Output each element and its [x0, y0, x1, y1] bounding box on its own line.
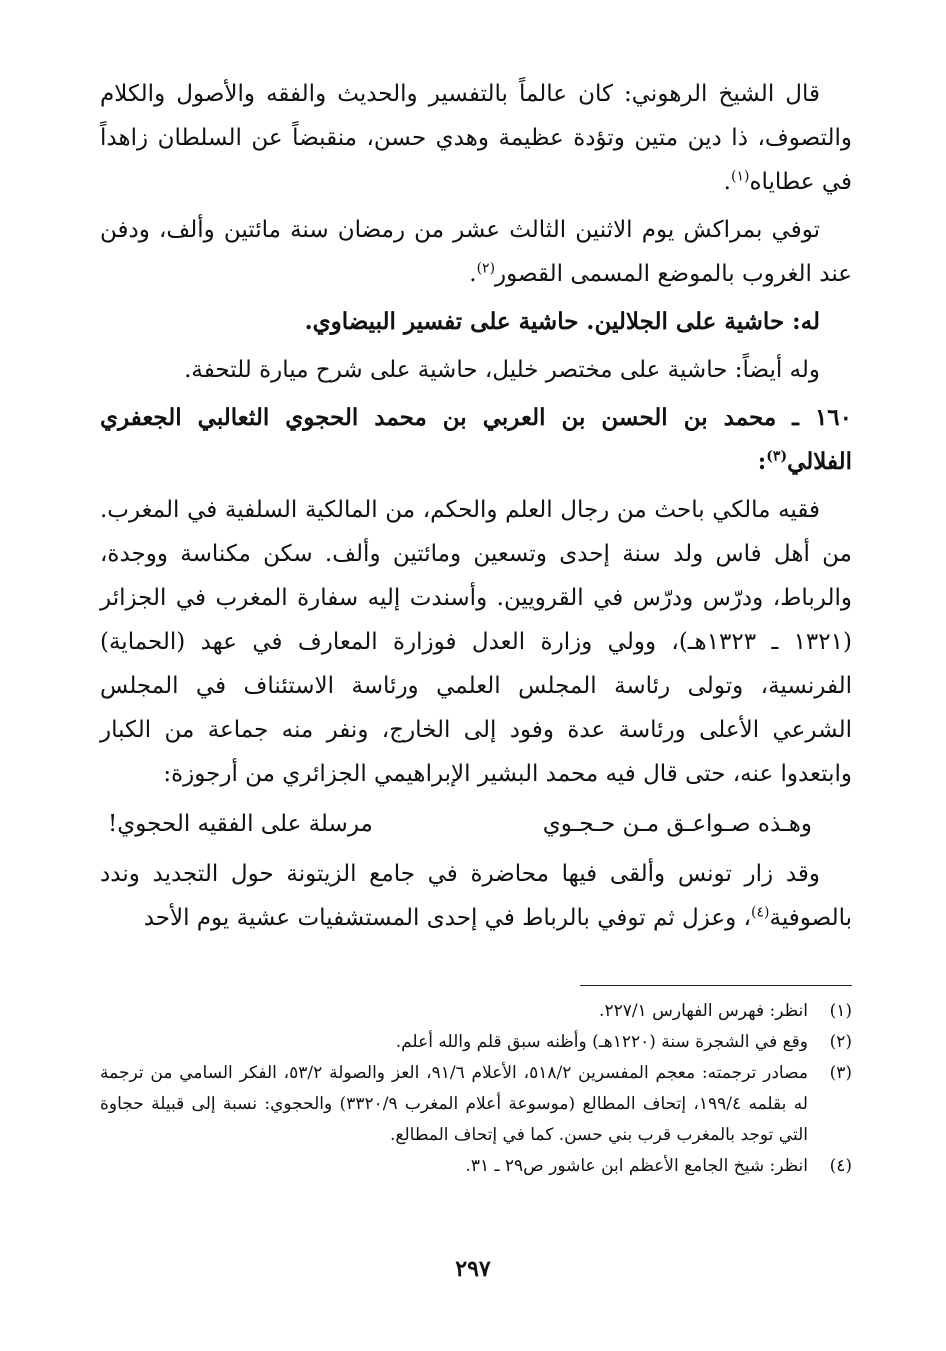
paragraph-text: توفي بمراكش يوم الاثنين الثالث عشر من رمضان سنة مائتين وألف، ودفن عند الغروب بالموضع المسمى القصور	[100, 217, 852, 287]
footnote-number: (٢)	[829, 1032, 852, 1052]
footnote-ref-2: (٢)	[476, 260, 496, 277]
paragraph-text: قال الشيخ الرهوني: كان عالماً بالتفسير والحديث والفقه والأصول والكلام والتصوف، ذا دين متين وتؤدة عظيمة وهدي حسن، منقبضاً عن السلطان زاهداً في عطاياه	[100, 81, 852, 195]
page-number: ٢٩٧	[455, 1256, 491, 1282]
footnote-text: انظر: شيخ الجامع الأعظم ابن عاشور ص٢٩ ـ ٣١.	[465, 1156, 808, 1176]
works-also-line: وله أيضاً: حاشية على مختصر خليل، حاشية على شرح ميارة للتحفة.	[184, 357, 820, 383]
footnote-number: (١)	[829, 1001, 852, 1021]
paragraph-tunis	[100, 852, 852, 940]
heading-text: ١٦٠ ـ محمد بن الحسن بن العربي بن محمد الحجوي الثعالبي الجعفري الفلالي	[100, 404, 852, 475]
paragraph-death: توفي بمراكش يوم الاثنين الثالث عشر من رمضان سنة مائتين وألف، ودفن عند الغروب بالموضع المسمى القصور$^{(٢)}$.	[100, 217, 852, 287]
paragraph-text-end: ، وعزل ثم توفي بالرباط في إحدى المستشفيات عشية يوم الأحد	[143, 905, 752, 931]
footnote-ref-4: (٤)	[751, 904, 770, 921]
footnote-number: (٤)	[829, 1156, 852, 1176]
paragraph-rahuni-quote: قال الشيخ الرهوني: كان عالماً بالتفسير والحديث والفقه والأصول والكلام والتصوف، ذا دين متين وتؤدة عظيمة وهدي حسن، منقبضاً عن السلطان زاهداً في عطاياه$^{(١)}$.	[100, 81, 852, 195]
footnote	[100, 1027, 852, 1058]
verse-second-hemistich: مرسلة على الفقيه الحجوي!	[108, 811, 373, 837]
footnote-ref-3: (٣)	[766, 448, 788, 465]
footnote-separator	[580, 985, 852, 986]
footnote	[100, 1151, 852, 1182]
footnote-text: مصادر ترجمته: معجم المفسرين ٥١٨/٢، الأعلام ٩١/٦، العز والصولة ٥٣/٢، الفكر السامي من ترجمة له بقلمه ١٩٩/٤، إتحاف المطالع (موسوعة أعلام المغرب ٣٣٢٠/٩) والحجوي: نسبة إلى قبيلة حجاوة التي توجد بالمغرب قرب بني حسن. كما في إتحاف المطالع.	[100, 1063, 808, 1145]
works-line: له: حاشية على الجلالين. حاشية على تفسير البيضاوي.	[304, 308, 820, 335]
footnote	[100, 1058, 852, 1151]
footnote-ref-1: (١)	[730, 168, 750, 185]
footnote-text: انظر: فهرس الفهارس ٢٢٧/١.	[599, 1001, 808, 1021]
verse-first-hemistich: وهـذه صـواعـق مـن حـجـوي	[542, 811, 812, 837]
poem-verse	[100, 802, 852, 846]
entry-heading	[100, 396, 852, 484]
footnote	[100, 996, 852, 1027]
paragraph-text: وقد زار تونس وألقى فيها محاضرة في جامع الزيتونة حول التجديد وندد بالصوفية	[100, 861, 852, 931]
main-text	[100, 72, 852, 944]
footnote-number: (٣)	[829, 1063, 852, 1083]
heading-colon: :	[757, 448, 767, 475]
paragraph-biography: فقيه مالكي باحث من رجال العلم والحكم، من المالكية السلفية في المغرب. من أهل فاس ولد سنة إحدى وتسعين ومائتين وألف. سكن مكناسة ووجدة، والرباط، ودرّس ودرّس في القرويين. وأسندت إليه سفارة المغرب في الجزائر (١٣٢١ ـ ١٣٢٣هـ)، وولي وزارة العدل فوزارة المعارف في عهد (الحماية) الفرنسية، وتولى رئاسة المجلس العلمي ورئاسة الاستئناف في المجلس الشرعي الأعلى ورئاسة عدة وفود إلى الخارج، ونفر منه جماعة من الكبار وابتعدوا عنه، حتى قال فيه محمد البشير الإبراهيمي الجزائري من أرجوزة:	[100, 497, 852, 787]
footnotes	[100, 996, 852, 1182]
footnote-text: وقع في الشجرة سنة (١٢٢٠هـ) وأظنه سبق قلم والله أعلم.	[395, 1032, 808, 1052]
